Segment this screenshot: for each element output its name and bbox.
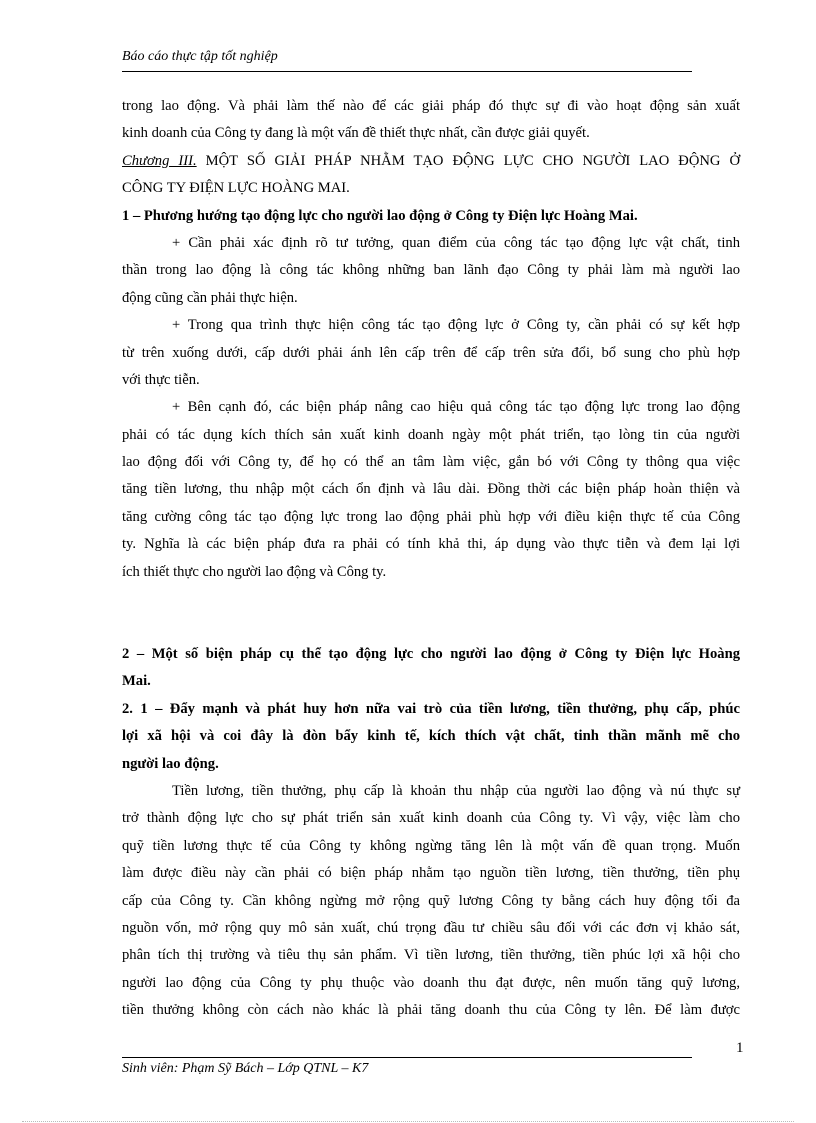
text-line: tăng tiền lương, thu nhập một cách ổn định và lâu dài. Đồng thời các biện pháp hoàn thiện và (122, 481, 740, 498)
intro-paragraph (122, 93, 740, 148)
text-line: phân tích thị trường và tiêu thụ sản phẩm. Vì tiền lương, tiền thưởng, tiền phúc lợi xã hội cho (122, 947, 740, 964)
chapter-title-line: CÔNG TY ĐIỆN LỰC HOÀNG MAI. (122, 180, 350, 197)
text-line: 2. 1 – Đẩy mạnh và phát huy hơn nữa vai trò của tiền lương, tiền thưởng, phụ cấp, phúc (122, 700, 740, 717)
text-line: Mai. (122, 673, 151, 690)
text-line: lao động đối với Công ty, để họ có thể an tâm làm việc, gắn bó với Công ty thông qua việc (122, 454, 740, 471)
section-1-paragraph-1 (122, 230, 740, 312)
text-line: làm được điều này cần phải có biện pháp nhằm tạo nguồn tiền lương, tiền thưởng, tiền phụ (122, 865, 740, 882)
document-body (122, 93, 740, 1025)
text-line: nguồn vốn, mở rộng quy mô sản xuất, chú trọng đầu tư chiều sâu đối với các đơn vị khảo sát, (122, 919, 740, 936)
text-line: kinh doanh của Công ty đang là một vấn đề thiết thực nhất, cần được giải quyết. (122, 125, 590, 142)
text-line: lợi xã hội và coi đây là đòn bẩy kinh tế, kích thích vật chất, tinh thần mãnh mẽ cho (122, 728, 740, 745)
text-line: Tiền lương, tiền thưởng, phụ cấp là khoản thu nhập của người lao động và nú thực sự (172, 782, 740, 799)
text-line: động cũng cần phải thực hiện. (122, 289, 298, 306)
page-footer: Sinh viên: Phạm Sỹ Bách – Lớp QTNL – K7 (122, 1061, 369, 1076)
page-edge (22, 1121, 794, 1122)
text-line: tăng cường công tác tạo động lực trong lao động phải phù hợp với điều kiện thực tế của Công (122, 508, 740, 525)
text-line: + Bên cạnh đó, các biện pháp nâng cao hiệu quả công tác tạo động lực trong lao động (172, 399, 740, 416)
section-2-1-heading (122, 696, 740, 778)
section-1-paragraph-2 (122, 312, 740, 394)
text-line: trở thành động lực cho sự phát triển sản xuất kinh doanh của Công ty. Vì vậy, việc làm cho (122, 810, 740, 827)
page-number: 1 (736, 1040, 744, 1056)
chapter-label: Chương III. (122, 152, 197, 169)
text-line: + Trong qua trình thực hiện công tác tạo động lực ở Công ty, cần phải có sự kết hợp (172, 317, 740, 334)
page-header: Báo cáo thực tập tốt nghiệp (122, 49, 278, 64)
text-line: thần trong lao động là công tác không những ban lãnh đạo Công ty phải làm mà người lao (122, 262, 740, 279)
text-line: với thực tiễn. (122, 371, 200, 388)
chapter-title (122, 148, 740, 203)
text-line: cấp của Công ty. Cần không ngừng mở rộng quỹ lương Công ty bằng cách huy động tối đa (122, 892, 740, 909)
section-2-1-paragraph (122, 778, 740, 1025)
text-line: người lao động. (122, 755, 219, 772)
text-line: ty. Nghĩa là các biện pháp đưa ra phải có tính khả thi, áp dụng vào thực tiễn và đem lại lợi (122, 536, 740, 553)
text-line: ích thiết thực cho người lao động và Công ty. (122, 563, 387, 580)
text-line: người lao động của Công ty phụ thuộc vào doanh thu đạt được, nên muốn tăng quỹ lương, (122, 974, 740, 991)
text-line: trong lao động. Và phải làm thế nào để các giải pháp đó thực sự đi vào hoạt động sản xuất (122, 98, 740, 114)
section-1-paragraph-3 (122, 394, 740, 586)
section-2-heading (122, 641, 740, 696)
text-line: + Cần phải xác định rõ tư tưởng, quan điểm của công tác tạo động lực vật chất, tinh (172, 234, 740, 251)
text-line: 2 – Một số biện pháp cụ thể tạo động lực cho người lao động ở Công ty Điện lực Hoàng (122, 646, 740, 663)
text-line: từ trên xuống dưới, cấp dưới phải ánh lên cấp trên để cấp trên sửa đổi, bổ sung cho phù hợp (122, 344, 740, 361)
section-1-heading: 1 – Phương hướng tạo động lực cho người lao động ở Công ty Điện lực Hoàng Mai. (122, 207, 638, 224)
text-line: phải có tác dụng kích thích sản xuất kinh doanh ngày một phát triển, tạo lòng tin của người (122, 426, 740, 443)
spacer (122, 586, 740, 641)
text-line: tiền thưởng không còn cách nào khác là phải tăng doanh thu của Công ty lên. Để làm được (122, 1002, 740, 1019)
chapter-title-line: MỘT SỐ GIẢI PHÁP NHẰM TẠO ĐỘNG LỰC CHO NGƯỜI LAO ĐỘNG Ở (196, 152, 740, 169)
footer-divider (122, 1057, 692, 1058)
text-line: quỹ tiền lương thực tế của Công ty không ngừng tăng lên là một vấn đề quan trọng. Muốn (122, 837, 740, 854)
header-divider (122, 71, 692, 72)
